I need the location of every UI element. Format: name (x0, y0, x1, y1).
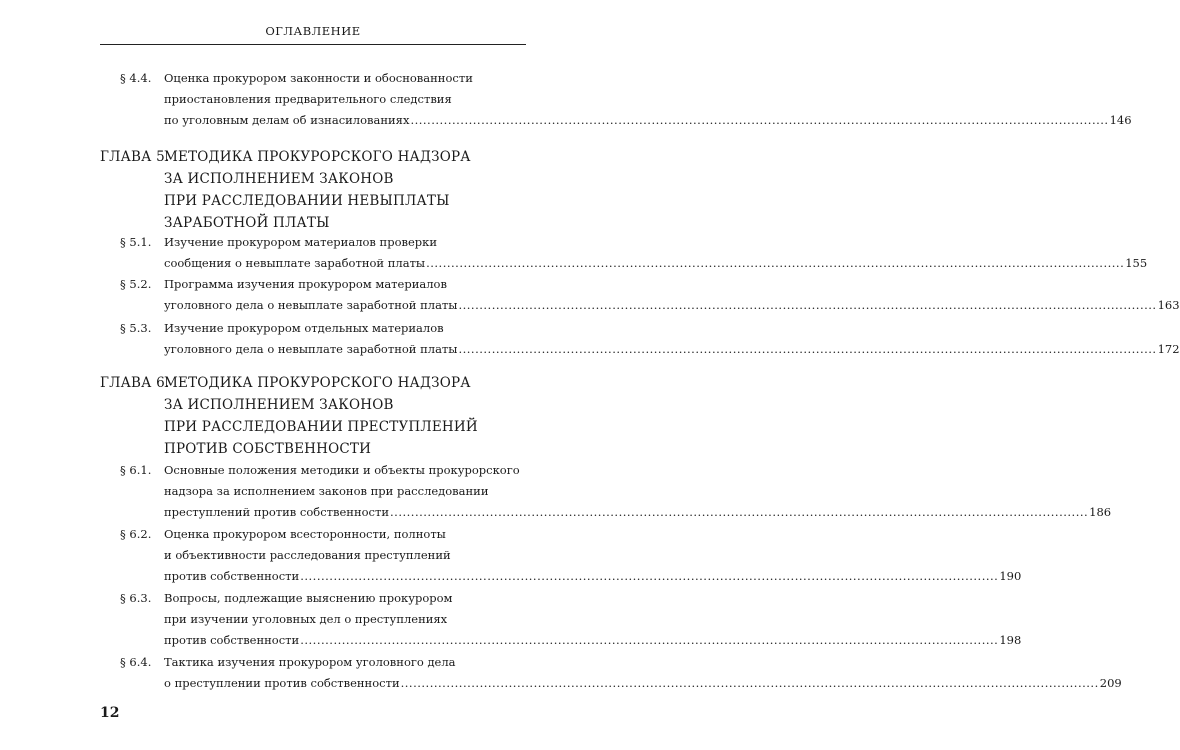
entry-line: Вопросы, подлежащие выяснению прокурором (164, 591, 453, 605)
entry-line: Оценка прокурором законности и обоснованности (164, 71, 473, 85)
entry-line: против собственности (164, 569, 300, 583)
entry-line: приостановления предварительного следствия (164, 92, 452, 106)
page-ref: 186 (1089, 505, 1112, 519)
page-ref: 172 (1157, 342, 1180, 356)
page-ref: 190 (999, 569, 1022, 583)
entry-line: Оценка прокурором всесторонности, полноты (164, 527, 446, 541)
entry-line: Изучение прокурором материалов проверки (164, 235, 437, 249)
chapter-label: ГЛАВА 5. (100, 149, 170, 165)
entry-line: и объективности расследования преступлений (164, 548, 451, 562)
entry-line: по уголовным делам об изнасилованиях (164, 113, 410, 127)
chapter-title-line: ПРИ РАССЛЕДОВАНИИ НЕВЫПЛАТЫ (164, 193, 450, 209)
chapter-title-line: ПРОТИВ СОБСТВЕННОСТИ (164, 441, 372, 457)
dot-leader: ........................................................................................................................................................................ (426, 256, 1125, 270)
page-ref: 209 (1099, 676, 1122, 690)
chapter-title-line: ЗА ИСПОЛНЕНИЕМ ЗАКОНОВ (164, 397, 394, 413)
chapter-title-line: ЗАРАБОТНОЙ ПЛАТЫ (164, 215, 330, 231)
entry-line: Основные положения методики и объекты прокурорского (164, 463, 520, 477)
chapter-title-line: ЗА ИСПОЛНЕНИЕМ ЗАКОНОВ (164, 171, 394, 187)
section-number: § 6.1. (120, 463, 152, 477)
entry-line: Тактика изучения прокурором уголовного дела (164, 655, 456, 669)
dot-leader: ........................................................................................................................................................................ (458, 298, 1157, 312)
entry-line: сообщения о невыплате заработной платы (164, 256, 426, 270)
section-number: § 4.4. (120, 71, 152, 85)
entry-line: о преступлении против собственности (164, 676, 400, 690)
running-header: ОГЛАВЛЕНИЕ (265, 24, 361, 38)
chapter-title-line: МЕТОДИКА ПРОКУРОРСКОГО НАДЗОРА (164, 149, 471, 165)
page-ref: 198 (999, 633, 1022, 647)
entry-line: Программа изучения прокурором материалов (164, 277, 447, 291)
page-ref: 155 (1125, 256, 1148, 270)
dot-leader: ........................................................................................................................................................................ (300, 633, 999, 647)
section-number: § 5.1. (120, 235, 152, 249)
entry-line: преступлений против собственности (164, 505, 390, 519)
entry-line: при изучении уголовных дел о преступлениях (164, 612, 448, 626)
dot-leader: ........................................................................................................................................................................ (410, 113, 1109, 127)
page-number: 12 (100, 705, 120, 721)
dot-leader: ........................................................................................................................................................................ (458, 342, 1157, 356)
section-number: § 6.2. (120, 527, 152, 541)
section-number: § 5.3. (120, 321, 152, 335)
dot-leader: ........................................................................................................................................................................ (390, 505, 1089, 519)
page-ref: 146 (1109, 113, 1132, 127)
entry-line: надзора за исполнением законов при расследовании (164, 484, 489, 498)
section-number: § 6.3. (120, 591, 152, 605)
page-ref: 163 (1157, 298, 1180, 312)
section-number: § 5.2. (120, 277, 152, 291)
entry-line: уголовного дела о невыплате заработной платы (164, 342, 458, 356)
chapter-label: ГЛАВА 6. (100, 375, 170, 391)
entry-line: уголовного дела о невыплате заработной платы (164, 298, 458, 312)
dot-leader: ........................................................................................................................................................................ (300, 569, 999, 583)
entry-line: против собственности (164, 633, 300, 647)
entry-line: Изучение прокурором отдельных материалов (164, 321, 444, 335)
section-number: § 6.4. (120, 655, 152, 669)
dot-leader: ........................................................................................................................................................................ (400, 676, 1099, 690)
chapter-title-line: МЕТОДИКА ПРОКУРОРСКОГО НАДЗОРА (164, 375, 471, 391)
chapter-title-line: ПРИ РАССЛЕДОВАНИИ ПРЕСТУПЛЕНИЙ (164, 419, 478, 435)
